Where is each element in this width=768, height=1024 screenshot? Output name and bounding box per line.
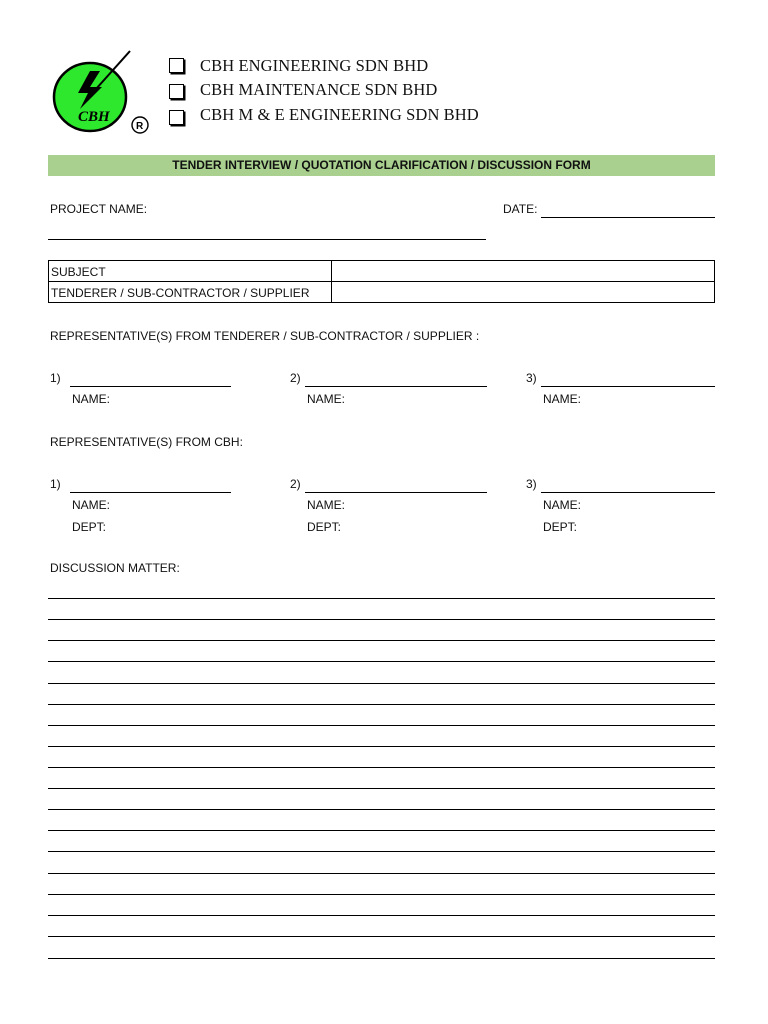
discussion-line[interactable] [48, 936, 715, 937]
project-name-label: PROJECT NAME: [50, 202, 148, 216]
discussion-matter-label: DISCUSSION MATTER: [50, 561, 180, 575]
cbh-rep-field-3[interactable] [541, 492, 715, 493]
logo-text: CBH [78, 109, 110, 125]
cbh-rep-dept-label-1: DEPT: [72, 520, 107, 534]
tenderer-rep-name-label-1: NAME: [72, 392, 111, 406]
discussion-line[interactable] [48, 809, 715, 810]
tenderer-rep-number-3: 3) [526, 371, 537, 385]
option-label-cbh-maintenance: CBH MAINTENANCE SDN BHD [200, 80, 438, 99]
checkbox-cbh-me-engineering[interactable] [169, 110, 184, 125]
subject-value-field[interactable] [333, 261, 713, 281]
discussion-line[interactable] [48, 725, 715, 726]
discussion-line[interactable] [48, 746, 715, 747]
project-name-field[interactable] [48, 239, 486, 240]
cbh-rep-number-1: 1) [50, 477, 61, 491]
discussion-line[interactable] [48, 683, 715, 684]
cbh-reps-heading: REPRESENTATIVE(S) FROM CBH: [50, 435, 243, 449]
tenderer-rep-field-2[interactable] [305, 386, 487, 387]
tenderer-rep-field-3[interactable] [541, 386, 715, 387]
discussion-line[interactable] [48, 894, 715, 895]
cbh-logo [50, 47, 154, 143]
subject-label: SUBJECT [49, 261, 332, 281]
tenderer-rep-field-1[interactable] [70, 386, 231, 387]
date-label: DATE: [503, 202, 538, 216]
discussion-line[interactable] [48, 958, 715, 959]
cbh-rep-field-1[interactable] [70, 492, 231, 493]
cbh-rep-name-label-3: NAME: [543, 498, 582, 512]
tenderer-label: TENDERER / SUB-CONTRACTOR / SUPPLIER [49, 282, 332, 302]
cbh-rep-field-2[interactable] [305, 492, 487, 493]
cbh-rep-dept-label-3: DEPT: [543, 520, 578, 534]
cbh-rep-name-label-2: NAME: [307, 498, 346, 512]
discussion-line[interactable] [48, 598, 715, 599]
tenderer-rep-number-1: 1) [50, 371, 61, 385]
discussion-line[interactable] [48, 830, 715, 831]
form-title-bar [48, 155, 715, 176]
date-field[interactable] [541, 217, 715, 218]
discussion-line[interactable] [48, 915, 715, 916]
discussion-line[interactable] [48, 619, 715, 620]
discussion-line[interactable] [48, 704, 715, 705]
option-label-cbh-engineering: CBH ENGINEERING SDN BHD [200, 56, 429, 75]
subject-table [48, 260, 715, 303]
registered-mark: R [136, 121, 144, 132]
tenderer-reps-heading: REPRESENTATIVE(S) FROM TENDERER / SUB-CONTRACTOR / SUPPLIER : [50, 329, 480, 343]
discussion-line[interactable] [48, 767, 715, 768]
tenderer-rep-name-label-2: NAME: [307, 392, 346, 406]
option-label-cbh-me-engineering: CBH M & E ENGINEERING SDN BHD [200, 105, 479, 124]
checkbox-cbh-engineering[interactable] [169, 58, 184, 73]
tenderer-rep-number-2: 2) [290, 371, 301, 385]
discussion-line[interactable] [48, 640, 715, 641]
cbh-rep-dept-label-2: DEPT: [307, 520, 342, 534]
tenderer-rep-name-label-3: NAME: [543, 392, 582, 406]
discussion-line[interactable] [48, 661, 715, 662]
discussion-line[interactable] [48, 873, 715, 874]
discussion-line[interactable] [48, 851, 715, 852]
tenderer-value-field[interactable] [333, 282, 713, 301]
cbh-rep-number-2: 2) [290, 477, 301, 491]
form-title: TENDER INTERVIEW / QUOTATION CLARIFICATION / DISCUSSION FORM [172, 158, 591, 172]
cbh-rep-name-label-1: NAME: [72, 498, 111, 512]
checkbox-cbh-maintenance[interactable] [169, 84, 184, 99]
discussion-line[interactable] [48, 788, 715, 789]
cbh-rep-number-3: 3) [526, 477, 537, 491]
